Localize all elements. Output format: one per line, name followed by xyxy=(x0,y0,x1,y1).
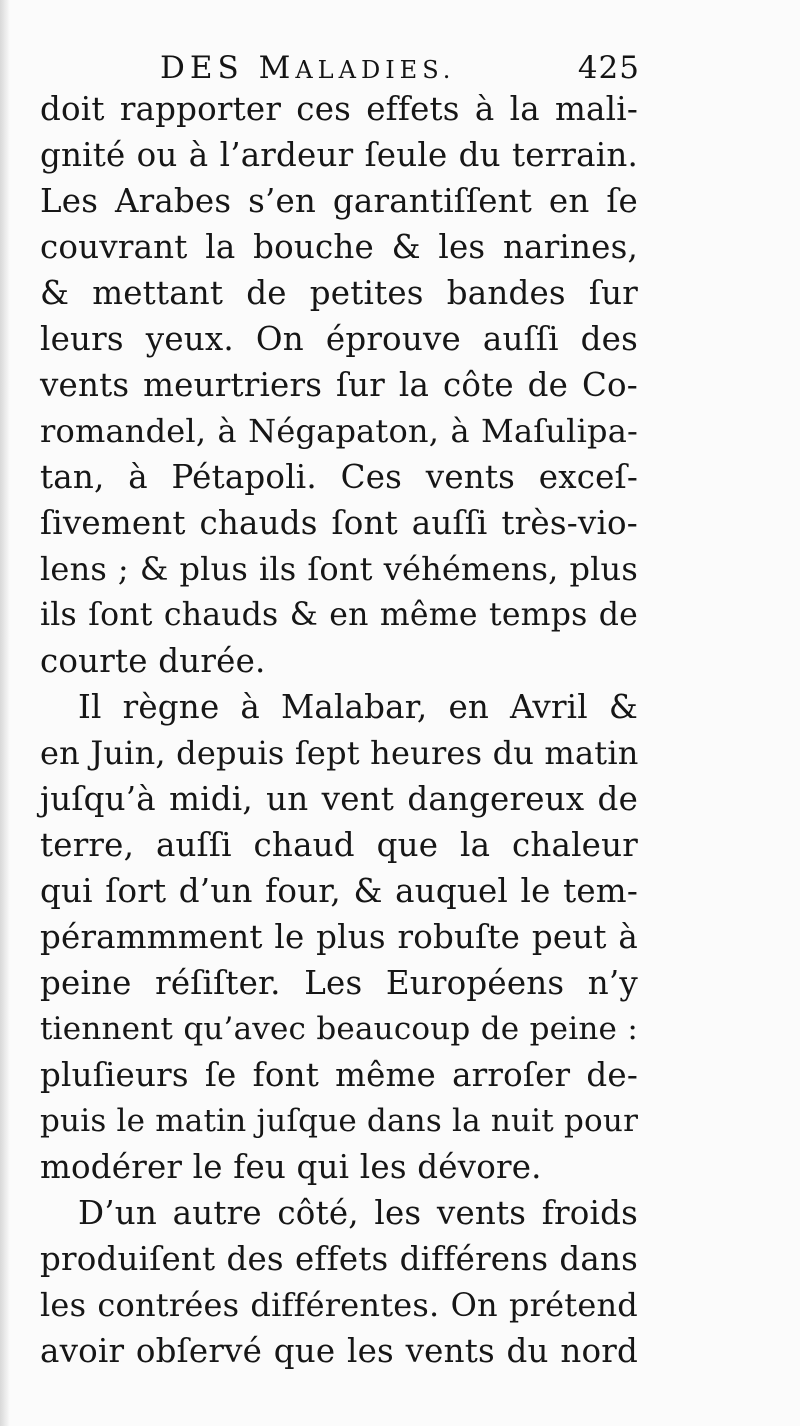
text-line: les contrées différentes. On prétend xyxy=(40,1286,638,1324)
text-line: avoir obſervé que les vents du nord xyxy=(40,1332,638,1370)
running-head-initial: M xyxy=(258,50,296,86)
page-number: 425 xyxy=(577,50,640,86)
text-line: tan, à Pétapoli. Ces vents exceſ- xyxy=(40,458,638,496)
text-line: vents meurtriers ſur la côte de Co- xyxy=(40,366,638,404)
text-line: courte durée. xyxy=(40,642,266,680)
text-line: juſqu’à midi, un vent dangereux de xyxy=(40,780,638,818)
text-line: doit rapporter ces effets à la mali- xyxy=(40,90,638,128)
text-line: en Juin, depuis ſept heures du matin xyxy=(40,734,639,772)
text-line: & mettant de petites bandes ſur xyxy=(40,274,638,312)
text-line: produiſent des effets différens dans xyxy=(40,1240,638,1278)
running-head-rest: ALADIES. xyxy=(295,56,456,84)
text-line: pluſieurs ſe font même arroſer de- xyxy=(40,1056,638,1094)
text-line: Les Arabes s’en garantiſſent en ſe xyxy=(40,182,638,220)
text-line: romandel, à Négapaton, à Maſulipa- xyxy=(40,412,638,450)
text-line: tiennent qu’avec beaucoup de peine : xyxy=(40,1011,638,1047)
text-line: ſivement chauds ſont auſſi très-vio- xyxy=(40,504,638,542)
text-line: puis le matin juſque dans la nuit pour xyxy=(40,1103,639,1139)
text-line: modérer le feu qui les dévore. xyxy=(40,1148,542,1186)
text-line: qui ſort d’un four, & auquel le tem- xyxy=(40,872,638,910)
running-head-des: DES xyxy=(160,50,244,86)
text-line: peine réſiſter. Les Européens n’y xyxy=(40,964,638,1002)
text-line: terre, auſſi chaud que la chaleur xyxy=(40,826,638,864)
text-line: pérammment le plus robuſte peut à xyxy=(40,918,638,956)
text-line: ils ſont chauds & en même temps de xyxy=(40,597,638,633)
text-line: leurs yeux. On éprouve auſſi des xyxy=(40,320,638,358)
paragraph-start-line: Il règne à Malabar, en Avril & xyxy=(78,688,638,726)
paragraph-start-line: D’un autre côté, les vents froids xyxy=(78,1194,638,1232)
text-line: lens ; & plus ils ſont véhémens, plus xyxy=(40,550,638,588)
text-line: gnité ou à l’ardeur ſeule du terrain. xyxy=(40,136,638,174)
text-line: couvrant la bouche & les narines, xyxy=(40,228,638,266)
